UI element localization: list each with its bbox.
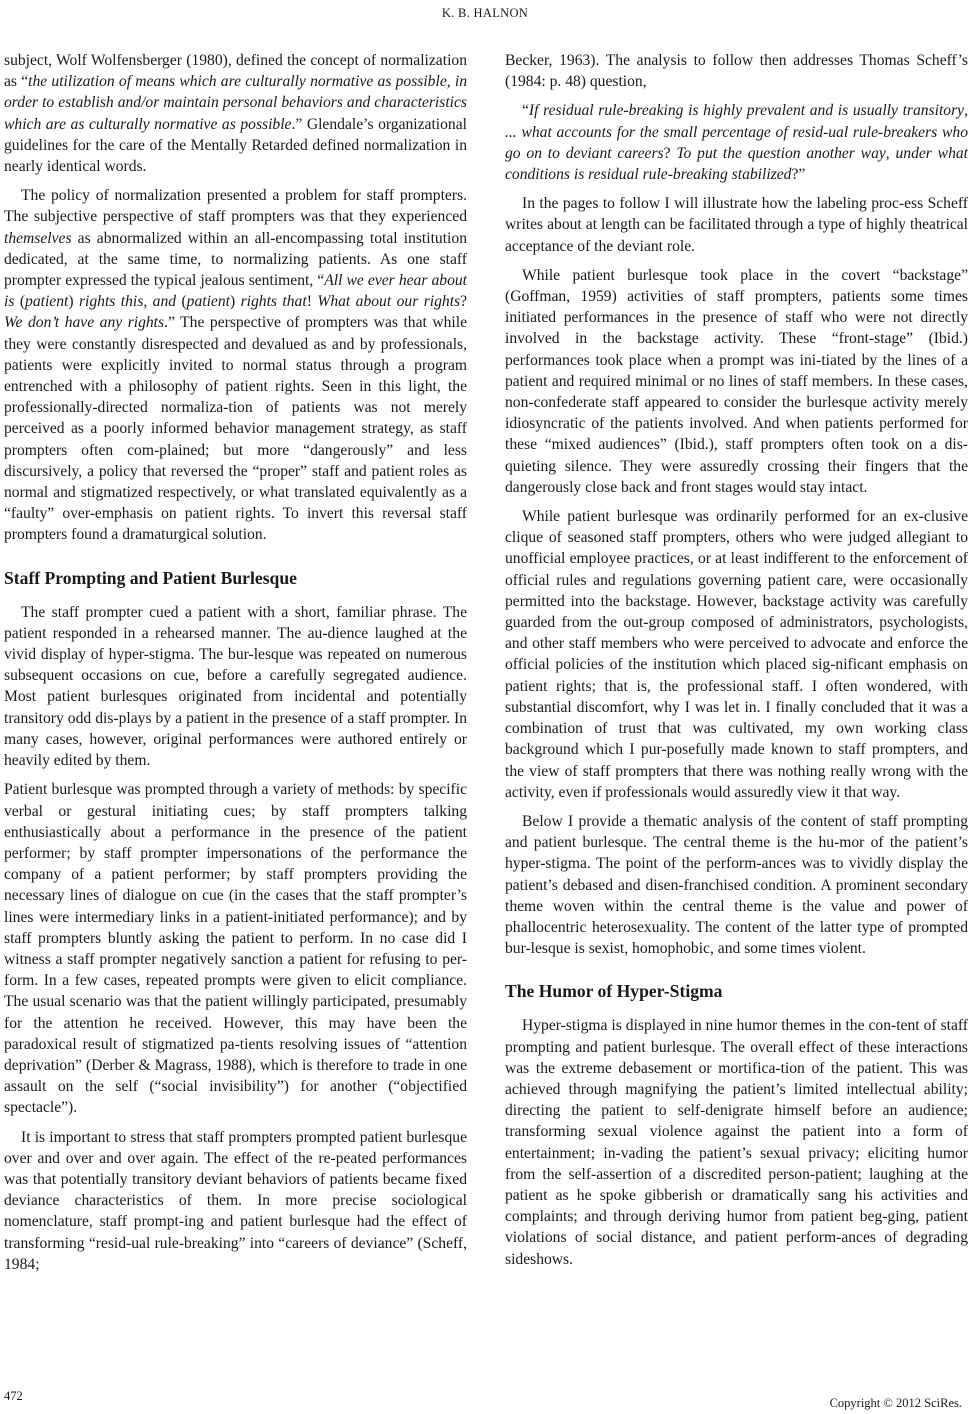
section-heading: Staff Prompting and Patient Burlesque [4, 567, 297, 588]
section-heading: The Humor of Hyper-Stigma [505, 981, 723, 1002]
paragraph: Hyper-stigma is displayed in nine humor themes in the con-tent of staff prompting and patient burlesque. The overall effect of these interactions was the extreme debasement or mortifica-tion of the patient. This was achieved through magnifying the patient’s limited intellectual ability; directing the patient to self-denigrate himself before an audience; transforming sexual violence against the patient into a form of entertainment; in-vading the patient’s sexual privacy; eliciting humor from the self-assertion of a discredited person-patient; laughing at the patient as he spoke gibberish or dramatically sang his activities and complaints; and through deriving humor from patient beg-ging, patient violations of social distance, and patient perform-ances of degrading sideshows. [505, 1017, 968, 1268]
paragraph: Patient burlesque was prompted through a variety of methods: by specific verbal or gestural initiating cues; by staff prompters talking enthusiastically about a performance in the presence of the patient performer; by staff prompter impersonations of the performance the company of a patient performer; by staff prompters providing the necessary lines of dialogue on cue (in the cases that the staff prompter’s lines were intermediary links in a patient-initiated performance); and by staff prompters bluntly asking the patient to perform. In no case did I witness a staff prompter negatively sanction a patient for refusing to per-form. In a few cases, repeated prompts were given to elicit compliance. The usual scenario was that the patient willingly participated, presumably for the attention he received. However, this may have been the paradoxical result of stigmatized pa-tients resolving issues of “attention deprivation” (Derber & Magrass, 1988), which is therefore to trade in one assault on the self (“social invisibility”) for another (“objectified spectacle”). [4, 781, 467, 1117]
paragraph: While patient burlesque took place in the covert “backstage” (Goffman, 1959) activities of staff prompters, patients some times initiated performances in the presence of staff who were not directly involved in the backstage activity. These “front-stage” (Ibid.) performances took place when a prompt was ini-tiated by the lines of a patient and required minimal or no lines of staff members. In these cases, non-confederate staff appeared to consider the burlesque activity merely idiosyncratic of the patients involved. And when patients performed for these “mixed audiences” (Ibid.), staff prompters often took on a dis-quieting silence. They were assuredly crossing their fingers that the dangerously close back and front stages would stay intact. [505, 266, 968, 496]
right-column [505, 50, 968, 1278]
paragraph: Below I provide a thematic analysis of the content of staff prompting and patient burlesque. The central theme is the hu-mor of the patient’s hyper-stigma. The point of the perform-ances was to vividly display the patient’s debased and disen-franchised condition. A prominent secondary theme woven within the central theme is the value and power of phallocentric heterosexuality. The content of the latter type of prompted bur-lesque is sexist, homophobic, and some times violent. [505, 812, 968, 958]
paragraph: In the pages to follow I will illustrate how the labeling proc-ess Scheff writes about at length can be facilitated through a type of highly theatrical acceptance of the deviant role. [505, 195, 968, 255]
paragraph: The policy of normalization presented a problem for staff prompters. The subjective perspective of staff prompters was that they experienced themselves as abnormalized within an all-encompassing total institution dedicated, at the same time, to normalizing patients. As one staff prompter expressed the typical jealous sentiment, “All we ever hear about is (patient) rights this, and (patient) rights that! What about our rights? We don’t have any rights.” The perspective of prompters was that while they were constantly disrespected and devalued as and by professionals, patients were explicitly invited to normal status through a program entrenched with a philosophy of patient rights. Seen in this light, the professionally-directed normaliza-tion of patients was not merely perceived as a poorly informed behavior management strategy, as staff prompters often com-plained; but more “dangerously” and less discursively, a policy that reversed the “proper” staff and patient roles as normal and stigmatized respectively, or what translated equivalently as a “faulty” over-emphasis on patient rights. To invert this reversal staff prompters found a dramaturgical solution. [4, 187, 468, 544]
paragraph: subject, Wolf Wolfensberger (1980), defined the concept of normalization as “the utilization of means which are culturally normative as possible, in order to establish and/or maintain personal behaviors and characteristics which are as culturally normative as possible.” Glendale’s organizational guidelines for the care of the Mentally Retarded defined normalization in nearly identical words. [4, 52, 467, 176]
paragraph: The staff prompter cued a patient with a short, familiar phrase. The patient responded in a rehearsed manner. The au-dience laughed at the vivid display of hyper-stigma. The bur-lesque was repeated on numerous subsequent occasions on cue, before a carefully segregated audience. Most patient burlesques originated from incidental and potentially transitory odd dis-plays by a patient in the presence of a staff prompter. In many cases, however, original performances were authored entirely or heavily edited by them. [4, 603, 467, 770]
copyright-notice: Copyright © 2012 SciRes. [829, 1396, 962, 1410]
paragraph: While patient burlesque was ordinarily performed for an ex-clusive clique of seasoned staff prompters, others who were judged allegiant to unofficial employee practices, or at least indifferent to the enforcement of official rules and regulations governing patient care, were occasionally permitted into the backstage. However, backstage activity was carefully guarded from the out-group composed of administrators, psychologists, and other staff members who were perceived to advocate and enforce the official policies of the institution which placed sig-nificant emphasis on patient rights; that is, the professional staff. I often wondered, with substantial discomfort, why I was let in. I finally concluded that it was a combination of trust that was cultivated, my own working class background which I pur-posefully made known to staff prompters, and the view of staff prompters that there was nothing really wrong with the activity, even if professionals would assuredly view it that way. [505, 508, 968, 801]
left-column [4, 50, 467, 1283]
paragraph: It is important to stress that staff prompters prompted patient burlesque over and over and over again. The effect of the re-peated performances was that potentially transitory deviant behaviors of patients became fixed deviance characteristics of them. In more precise sociological nomenclature, staff prompt-ing and patient burlesque had the effect of transforming “resid-ual rule-breaking” into “careers of deviance” (Scheff, 1984; [4, 1128, 467, 1273]
page-number: 472 [4, 1389, 23, 1403]
running-head: K. B. HALNON [441, 6, 529, 20]
paragraph: Becker, 1963). The analysis to follow then addresses Thomas Scheff’s (1984: p. 48) question, [505, 52, 968, 91]
block-quote: “If residual rule-breaking is highly prevalent and is usually transitory, ... what accounts for the small percentage of resid-ual rule-breakers who go on to deviant careers? To put the question another way, under what conditions is residual rule-breaking stabilized?” [505, 102, 969, 184]
